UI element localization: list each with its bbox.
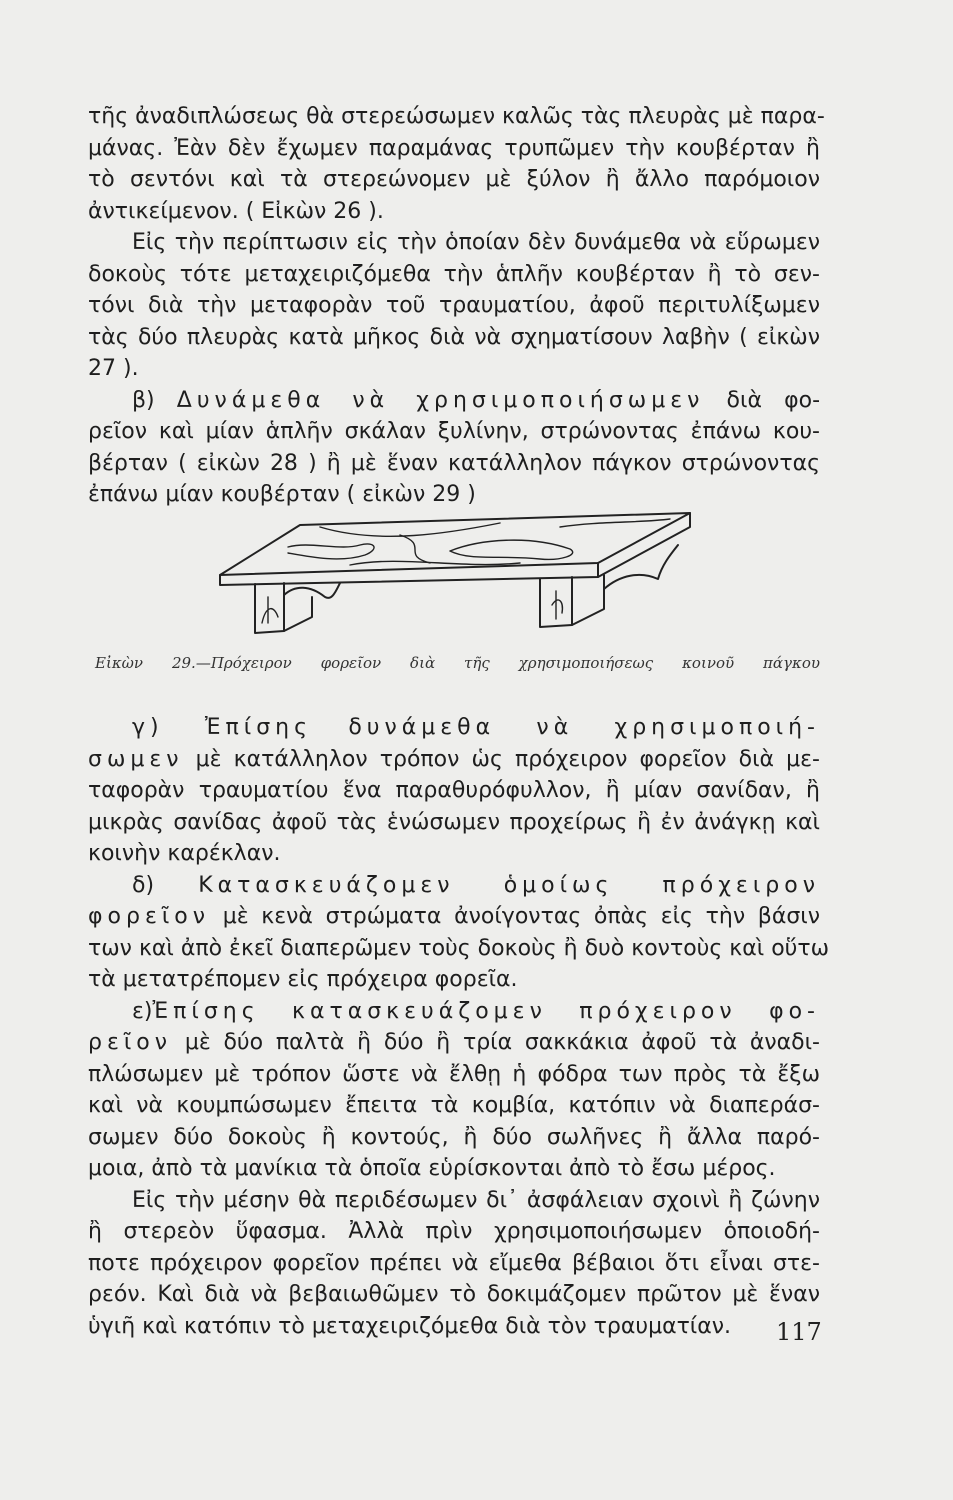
wood-grain [350, 561, 520, 565]
text-line: τῆς ἀναδιπλώσεως θὰ στερεώσωμεν καλῶς τὰς πλευρὰς μὲ παρα- [88, 104, 825, 129]
figure-caption: Εἰκὼν 29.—Πρόχειρον φορεῖον διὰ τῆς χρησιμοποιήσεως κοινοῦ πάγκου [95, 654, 820, 672]
text-line: τόνι διὰ τὴν μεταφορὰν τοῦ τραυματίου, ἀφοῦ περιτυλίξωμεν [88, 293, 820, 318]
section-c-emphasis: δυνάμεθα νὰ χρησιμοποιή- [348, 715, 820, 740]
text-upper [88, 101, 825, 511]
text-line: ὑγιῆ καὶ κατόπιν τὸ μεταχειριζόμεθα διὰ τὸν τραυματίαν. [88, 1313, 732, 1339]
section-c-label: γ) Ἐπίσης [132, 715, 313, 740]
text-line: ἀντικείμενον. ( Εἰκὼν 26 ). [88, 198, 384, 224]
page-number: 117 [776, 1318, 822, 1346]
left-leg [255, 583, 284, 633]
section-d [88, 870, 830, 996]
leg-carving [552, 591, 562, 619]
section-d-emphasis: Κατασκευάζομεν ὁμοίως πρόχειρον [198, 872, 820, 898]
text-line: μικρὰς σανίδας ἀφοῦ τὰς ἑνώσωμεν προχείρως ἢ ἐν ἀνάγκῃ καὶ [88, 809, 820, 835]
text-line: Εἰς τὴν περίπτωσιν εἰς τὴν ὁποίαν δὲν δυνάμεθα νὰ εὕρωμεν [132, 230, 820, 255]
left-leg-side [284, 597, 312, 631]
text-line: βέρταν ( εἰκὼν 28 ) ἢ μὲ ἕναν κατάλληλον πάγκον στρώνοντας [88, 450, 820, 476]
section-b [88, 385, 820, 511]
text-line: τὰς δύο πλευρὰς κατὰ μῆκος διὰ νὰ σχηματίσουν λαβὴν ( εἰκὼν [88, 324, 820, 350]
section-b-emphasis: Δυνάμεθα νὰ χρησιμοποιήσωμεν [176, 387, 705, 413]
section-b-first-rest: διὰ φο- [726, 387, 821, 413]
paragraph-top [88, 101, 825, 227]
paragraph-beams [88, 227, 820, 385]
text-line: ταφορὰν τραυματίου ἕνα παραθυρόφυλλον, ἢ μίαν σανίδαν, ἢ [88, 778, 820, 803]
text-line: ποτε πρόχειρον φορεῖον πρέπει νὰ εἴμεθα βέβαιοι ὅτι εἶναι στε- [88, 1250, 820, 1276]
section-e-first-rest: μὲ δύο παλτὰ ἢ δύο ἢ τρία σακκάκια ἀφοῦ τὰ ἀναδι- [184, 1030, 820, 1055]
section-d-first-rest: μὲ κενὰ στρώματα ἀνοίγοντας ὀπὰς εἰς τὴν βάσιν [222, 904, 821, 929]
text-line: ρεόν. Καὶ διὰ νὰ βεβαιωθῶμεν τὸ δοκιμάζομεν πρῶτον μὲ ἕναν [88, 1282, 820, 1307]
text-line: Εἰς τὴν μέσην θὰ περιδέσωμεν δι᾿ ἀσφάλειαν σχοινὶ ἢ ζώνην [132, 1187, 820, 1213]
text-line: δοκοὺς τότε μεταχειριζόμεθα τὴν ἁπλῆν κουβέρταν ἢ τὸ σεν- [88, 261, 820, 287]
wood-grain [288, 544, 374, 559]
wood-grain [450, 540, 573, 559]
text-line: κοινὴν καρέκλαν. [88, 841, 281, 866]
text-line: 27 ). [88, 356, 139, 381]
section-c [88, 712, 820, 870]
text-line: ρεῖον καὶ μίαν ἁπλῆν σκάλαν ξυλίνην, στρώνοντας ἐπάνω κου- [88, 419, 820, 444]
section-e-label: ε) [132, 998, 153, 1024]
section-b-label: β) [132, 387, 155, 413]
section-e [88, 996, 820, 1185]
section-b-first-line [88, 385, 820, 417]
text-line: σωμεν δύο δοκοὺς ἢ κοντούς, ἢ δύο σωλῆνες ἢ ἄλλα παρό- [88, 1124, 820, 1150]
section-e-second-line [88, 1027, 820, 1059]
wood-grain [400, 535, 430, 563]
right-leg-side [572, 575, 604, 625]
text-line: τὸ σεντόνι καὶ τὰ στερεώνομεν μὲ ξύλον ἢ ἄλλο παρόμοιον [88, 167, 820, 192]
section-d-label: δ) [132, 872, 155, 898]
section-c-first-rest: μὲ κατάλληλον τρόπον ὡς πρόχειρον φορεῖον διὰ με- [195, 746, 820, 772]
section-e-emphasis: Ἐπίσης κατασκευάζομεν πρόχειρον φο- [152, 998, 820, 1024]
text-lower [88, 712, 830, 1342]
leg-carving [262, 597, 278, 623]
text-line: ἢ στερεὸν ὕφασμα. Ἀλλὰ πρὶν χρησιμοποιήσωμεν ὁποιοδή- [88, 1219, 820, 1244]
section-e-first-line [88, 996, 820, 1028]
section-d-emphasis: φορεῖον [88, 904, 211, 929]
text-line: ἐπάνω μίαν κουβέρταν ( εἰκὼν 29 ) [88, 482, 476, 507]
section-c-second-line [88, 744, 820, 776]
wood-grain [560, 519, 670, 527]
bench-drawing [220, 513, 690, 633]
text-line: των καὶ ἀπὸ ἐκεῖ διαπερῶμεν τοὺς δοκοὺς ἢ δυὸ κοντοὺς καὶ οὕτω [88, 935, 830, 961]
text-line: πλώσωμεν μὲ τρόπον ὥστε νὰ ἔλθῃ ἡ φόδρα των πρὸς τὰ ἔξω [88, 1061, 820, 1087]
text-line: τὰ μετατρέπομεν εἰς πρόχειρα φορεῖα. [88, 967, 518, 992]
bench-stretcher-illustration [200, 505, 710, 645]
text-line: καὶ νὰ κουμπώσωμεν ἔπειτα τὰ κομβία, κατόπιν νὰ διαπεράσ- [88, 1093, 820, 1118]
section-e-emphasis: ρεῖον [88, 1030, 173, 1055]
wood-grain [320, 523, 500, 536]
section-d-first-line [88, 870, 820, 902]
section-d-second-line [88, 901, 820, 933]
section-c-emphasis: σωμεν [88, 746, 184, 772]
section-c-first-line [88, 712, 820, 744]
left-leg-arch [284, 583, 340, 598]
text-line: μοια, ἀπὸ τὰ μανίκια τὰ ὁποῖα εὑρίσκονται ἀπὸ τὸ ἔσω μέρος. [88, 1156, 776, 1181]
text-line: μάνας. Ἐὰν δὲν ἔχωμεν παραμάνας τρυπῶμεν τὴν κουβέρταν ἢ [88, 135, 820, 161]
paragraph-final [88, 1185, 820, 1343]
